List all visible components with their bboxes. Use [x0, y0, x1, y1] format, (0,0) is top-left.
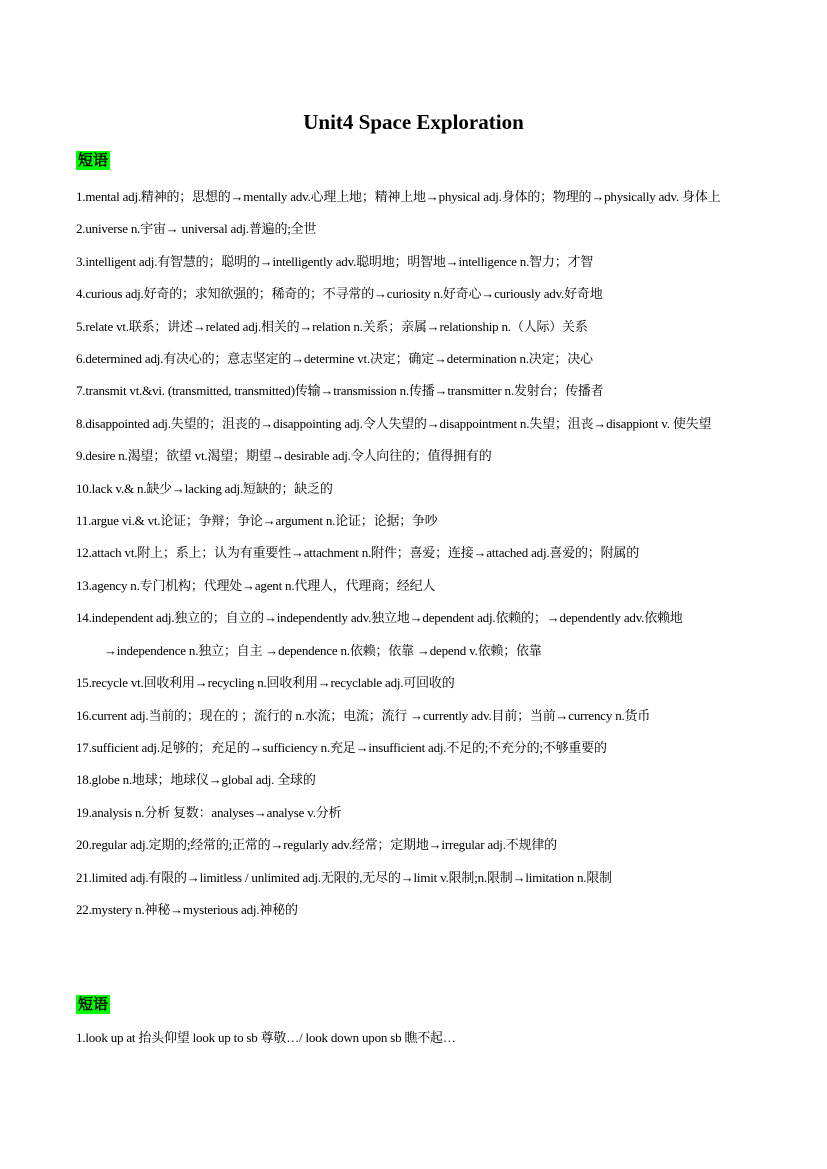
vocab-entry-4: 4.curious adj.好奇的；求知欲强的；稀奇的；不寻常的→curiosity n.好奇心→curiously adv.好奇地 [76, 286, 603, 302]
section-heading-vocab: 短语 [78, 151, 109, 169]
vocab-entry-20: 20.regular adj.定期的;经常的;正常的→regularly adv.经常；定期地→irregular adj.不规律的 [76, 837, 557, 853]
vocab-entry-13: 13.agency n.专门机构；代理处→agent n.代理人，代理商；经纪人 [76, 577, 436, 593]
vocab-entry-8: 8.disappointed adj.失望的；沮丧的→disappointing adj.令人失望的→disappointment n.失望；沮丧→disappiont v. 使失望 [76, 415, 712, 431]
vocab-entry-3: 3.intelligent adj.有智慧的；聪明的→intelligently adv.聪明地；明智地→intelligence n.智力；才智 [76, 253, 594, 269]
vocab-entry-22: 22.mystery n.神秘→mysterious adj.神秘的 [76, 901, 298, 917]
vocab-entry-19: 19.analysis n.分析 复数：analyses→analyse v.分析 [76, 804, 342, 820]
phrase-list [76, 1022, 756, 1054]
vocab-list [76, 181, 756, 926]
vocab-entry-21: 21.limited adj.有限的→limitless / unlimited adj.无限的,无尽的→limit v.限制;n.限制→limitation n.限制 [76, 869, 612, 885]
document-title: Unit4 Space Exploration [303, 110, 524, 134]
section-heading-phrases: 短语 [78, 995, 109, 1013]
vocab-entry-17: 17.sufficient adj.足够的；充足的→sufficiency n.充足→insufficient adj.不足的;不充分的;不够重要的 [76, 739, 607, 755]
vocab-entry-12: 12.attach vt.附上；系上；认为有重要性→attachment n.附件；喜爱；连接→attached adj.喜爱的；附属的 [76, 545, 640, 561]
phrase-entry-1: 1.look up at 抬头仰望 look up to sb 尊敬…/ look down upon sb 瞧不起… [76, 1030, 456, 1045]
vocab-entry-1: 1.mental adj.精神的；思想的→mentally adv.心理上地；精神上地→physical adj.身体的；物理的→physically adv. 身体上 [76, 189, 721, 204]
vocab-entry-5: 5.relate vt.联系；讲述→related adj.相关的→relation n.关系；亲属→relationship n.（人际）关系 [76, 318, 588, 334]
vocab-entry-16: 16.current adj.当前的；现在的 ；流行的 n.水流；电流；流行 →currently adv.目前；当前→currency n.货币 [76, 707, 651, 723]
vocab-entry-6: 6.determined adj.有决心的；意志坚定的→determine vt.决定；确定→determination n.决定；决心 [76, 351, 593, 367]
vocab-entry-10: 10.lack v.& n.缺少→lacking adj.短缺的；缺乏的 [76, 480, 333, 496]
vocab-entry-7: 7.transmit vt.&vi. (transmitted, transmitted)传输→transmission n.传播→transmitter n.发射台；传播者 [76, 383, 604, 399]
vocab-entry-14: 14.independent adj.独立的；自立的→independently adv.独立地→dependent adj.依赖的；→dependently adv.依赖地→independence n.独立；自主 →dependence n.依赖；依靠 →depend v.依赖；依靠 [76, 610, 683, 658]
vocab-entry-11: 11.argue vi.& vt.论证；争辩；争论→argument n.论证；论据；争吵 [76, 513, 438, 529]
vocab-entry-9: 9.desire n.渴望；欲望 vt.渴望；期望→desirable adj.令人向往的；值得拥有的 [76, 448, 492, 464]
vocab-entry-15: 15.recycle vt.回收利用→recycling n.回收利用→recyclable adj.可回收的 [76, 675, 455, 691]
vocab-entry-18: 18.globe n.地球；地球仪→global adj. 全球的 [76, 772, 316, 788]
vocab-entry-2: 2.universe n.宇宙→ universal adj.普遍的;全世 [76, 221, 317, 237]
